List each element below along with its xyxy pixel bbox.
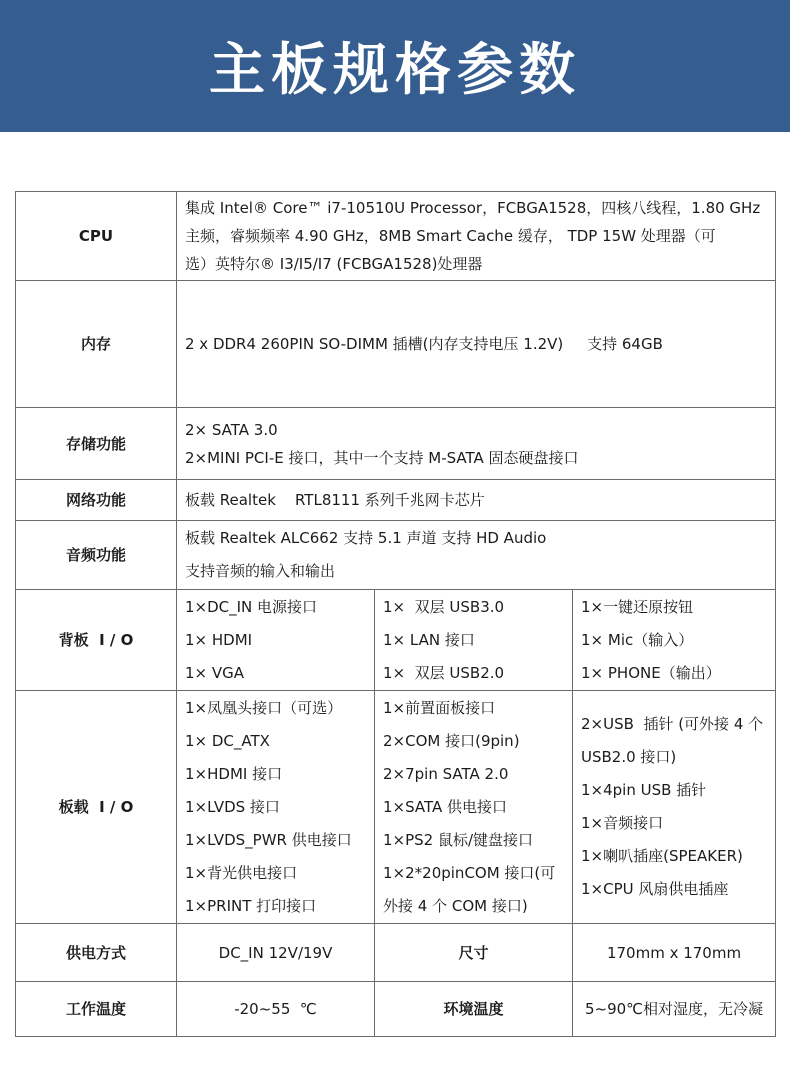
rear-io-col-2: [375, 590, 573, 691]
list-item: 1× 双层 USB2.0: [383, 663, 505, 682]
list-item: 1×DC_IN 电源接口: [185, 597, 318, 616]
list-item: 1× Mic（输入）: [581, 630, 694, 649]
cpu-value: [177, 192, 776, 281]
cpu-line-2: 主频，睿频频率 4.90 GHz，8MB Smart Cache 缓存， TDP 15W 处理器（可: [185, 227, 716, 245]
list-item: 1×前置面板接口: [383, 698, 496, 717]
cpu-line-1: 集成 Intel® Core™ i7-10510U Processor，FCBGA1528，四核八线程，1.80 GHz: [185, 199, 761, 217]
board-io-col-2: [375, 691, 573, 924]
rear-io-col-3: [573, 590, 776, 691]
page-title: 主板规格参数: [209, 38, 581, 103]
list-item: 1×LVDS_PWR 供电接口: [185, 830, 352, 849]
storage-line-2: 2×MINI PCI-E 接口，其中一个支持 M-SATA 固态硬盘接口: [185, 448, 579, 467]
list-item: 1× HDMI: [185, 630, 253, 649]
list-item: 1×音频接口: [581, 814, 664, 832]
memory-label: 内存: [16, 281, 177, 408]
list-item: 1×2*20pinCOM 接口(可: [383, 863, 556, 882]
storage-value: [177, 408, 776, 480]
list-item: 1×背光供电接口: [185, 863, 298, 882]
size-label: 尺寸: [375, 924, 573, 982]
power-value: DC_IN 12V/19V: [177, 924, 375, 982]
list-item: 1× LAN 接口: [383, 630, 475, 649]
list-item: 1×SATA 供电接口: [383, 797, 508, 816]
list-item: 1×一键还原按钮: [581, 597, 694, 616]
list-item: USB2.0 接口): [581, 748, 677, 766]
title-banner: [0, 0, 790, 132]
list-item: 1×喇叭插座(SPEAKER): [581, 847, 743, 865]
list-item: 1×HDMI 接口: [185, 764, 283, 783]
audio-line-1: 板载 Realtek ALC662 支持 5.1 声道 支持 HD Audio: [185, 529, 547, 547]
storage-label: 存储功能: [16, 408, 177, 480]
list-item: 外接 4 个 COM 接口): [383, 896, 528, 915]
env-temp-value: 5~90℃相对湿度，无冷凝: [573, 982, 776, 1037]
list-item: 1×LVDS 接口: [185, 797, 280, 816]
list-item: 1×PRINT 打印接口: [185, 896, 317, 915]
network-value: [177, 480, 776, 521]
board-io-col-3: [573, 691, 776, 924]
env-temp-label: 环境温度: [375, 982, 573, 1037]
cpu-line-3: 选）英特尔® I3/I5/I7 (FCBGA1528)处理器: [185, 255, 483, 273]
board-io-label: 板载 I / O: [16, 691, 177, 924]
rear-io-label: 背板 I / O: [16, 590, 177, 691]
table-row-board-io: [16, 691, 776, 924]
list-item: 2×7pin SATA 2.0: [383, 764, 509, 783]
list-item: 1×4pin USB 插针: [581, 781, 707, 799]
work-temp-value: -20~55 ℃: [177, 982, 375, 1037]
power-label: 供电方式: [16, 924, 177, 982]
size-value: 170mm x 170mm: [573, 924, 776, 982]
table-row-cpu: [16, 192, 776, 281]
spec-table: [15, 191, 776, 1037]
list-item: 2×COM 接口(9pin): [383, 731, 520, 750]
list-item: 1× DC_ATX: [185, 731, 270, 750]
table-row-power: [16, 924, 776, 982]
work-temp-label: 工作温度: [16, 982, 177, 1037]
memory-text: 2 x DDR4 260PIN SO-DIMM 插槽(内存支持电压 1.2V) 支持 64GB: [185, 335, 663, 353]
list-item: 1× VGA: [185, 663, 245, 682]
table-row-memory: [16, 281, 776, 408]
network-label: 网络功能: [16, 480, 177, 521]
table-row-storage: [16, 408, 776, 480]
audio-value: [177, 521, 776, 590]
storage-line-1: 2× SATA 3.0: [185, 420, 278, 439]
rear-io-col-1: [177, 590, 375, 691]
board-io-col-1: [177, 691, 375, 924]
list-item: 1× 双层 USB3.0: [383, 597, 505, 616]
list-item: 1×PS2 鼠标/键盘接口: [383, 830, 534, 849]
audio-label: 音频功能: [16, 521, 177, 590]
list-item: 2×USB 插针 (可外接 4 个: [581, 715, 764, 733]
list-item: 1× PHONE（输出）: [581, 663, 721, 682]
table-row-temperature: [16, 982, 776, 1037]
cpu-label: CPU: [16, 192, 177, 281]
audio-line-2: 支持音频的输入和输出: [185, 562, 336, 580]
table-row-rear-io: [16, 590, 776, 691]
table-row-audio: [16, 521, 776, 590]
table-row-network: [16, 480, 776, 521]
list-item: 1×CPU 风扇供电插座: [581, 880, 729, 898]
list-item: 1×凤凰头接口（可选）: [185, 698, 343, 717]
network-text: 板载 Realtek RTL8111 系列千兆网卡芯片: [185, 491, 485, 509]
memory-value: [177, 281, 776, 408]
